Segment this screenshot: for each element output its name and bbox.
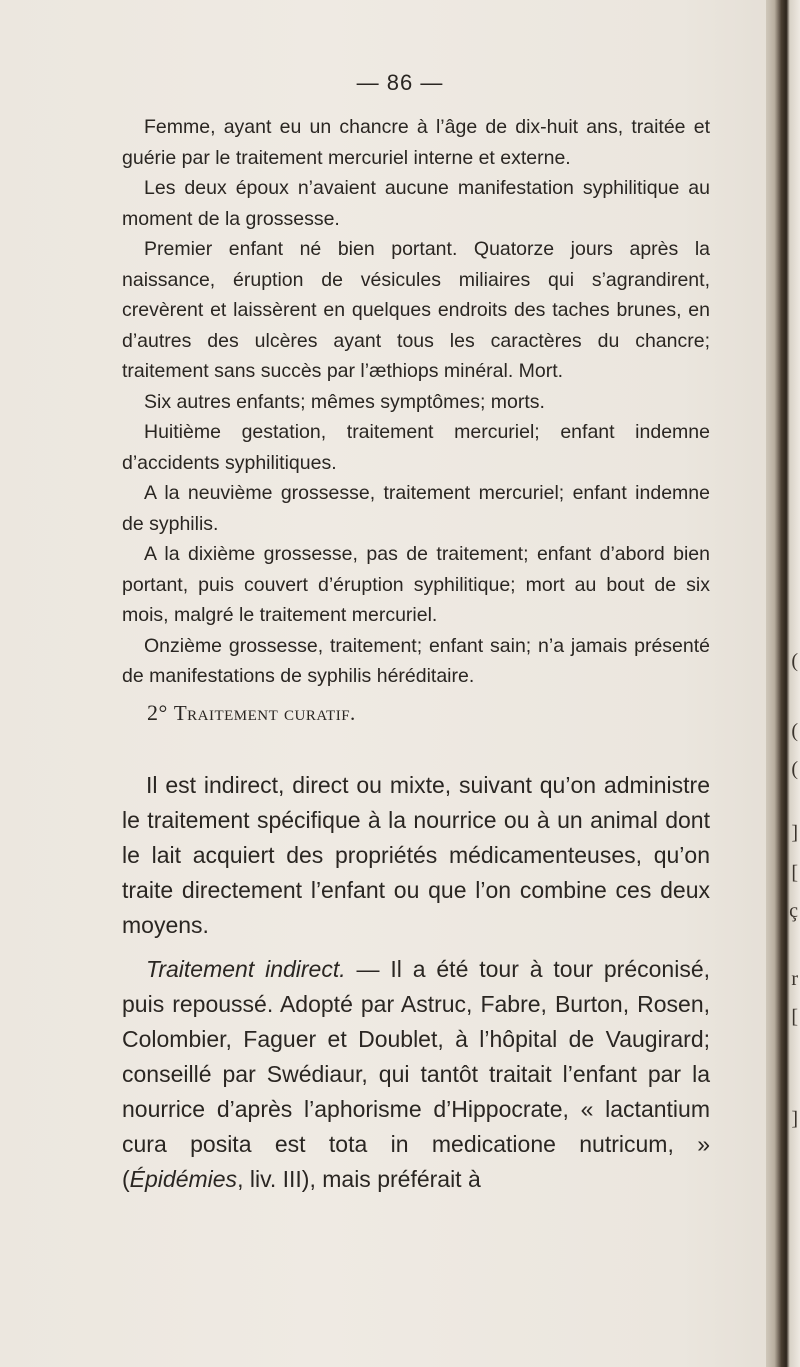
facing-page-glyph: [ [791, 1006, 798, 1028]
cited-work: Épidémies [129, 1166, 238, 1192]
paragraph: A la neuvième grossesse, traitement mercuriel; enfant indemne de syphilis. [122, 482, 710, 535]
paragraph: Femme, ayant eu un chancre à l’âge de dix-huit ans, traitée et guérie par le traitement mercuriel interne et externe. [122, 116, 710, 169]
facing-page-glyph: ( [791, 720, 798, 742]
paragraph: Onzième grossesse, traitement; enfant sain; n’a jamais présenté de manifestations de syphilis héréditaire. [122, 634, 710, 687]
paragraph [122, 952, 710, 1197]
paragraph: Les deux époux n’avaient aucune manifestation syphilitique au moment de la grossesse. [122, 177, 710, 230]
paragraph-text: — Il a été tour à tour préconisé, puis repoussé. Adopté par Astruc, Fabre, Burton, Rosen, Colombier, Faguer et Doublet, à l’hôpital de Vaugirard; conseillé par Swédiaur, qui tantôt traitait l’enfant par la nourrice d’après l’aphorisme d’Hippocrate, « lactantium cura posita est tota in medicatione nutricum, » ( [122, 956, 711, 1192]
facing-page-glyph: ( [791, 758, 798, 780]
facing-page-glyph: r [791, 968, 798, 990]
facing-page-edge [786, 0, 800, 1367]
subsection-lead: Traitement indirect. [146, 956, 346, 982]
section-title: Traitement curatif. [173, 701, 356, 725]
paragraph: Il est indirect, direct ou mixte, suivant qu’on administre le traitement spécifique à la nourrice ou à un animal dont le lait acquiert des propriétés médicamenteuses, qu’on traite directement l’enfant ou que l’on combine ces deux moyens. [122, 772, 710, 938]
paragraph: A la dixième grossesse, pas de traitement; enfant d’abord bien portant, puis couvert d’éruption syphilitique; mort au bout de six mois, malgré le traitement mercuriel. [122, 543, 710, 626]
paragraph: Huitième gestation, traitement mercuriel; enfant indemne d’accidents syphilitiques. [122, 421, 710, 474]
paragraph: Six autres enfants; mêmes symptômes; morts. [144, 390, 545, 413]
facing-page-glyph: ] [791, 1108, 798, 1130]
facing-page-glyph: [ [791, 862, 798, 884]
facing-page-glyph: ç [789, 900, 798, 922]
facing-page-glyph: ] [791, 822, 798, 844]
section-number: 2° [147, 700, 168, 725]
indirect-treatment-paragraph [122, 952, 710, 1197]
page-number: — 86 — [356, 70, 444, 95]
section-heading [147, 700, 356, 726]
case-history-text [122, 112, 710, 692]
paragraph: Premier enfant né bien portant. Quatorze jours après la naissance, éruption de vésicules miliaires qui s’agrandirent, crevèrent et laissèrent en quelques endroits des taches brunes, en d’autres des ulcères ayant tous les caractères du chancre; traitement sans succès par l’æthiops minéral. Mort. [122, 238, 710, 382]
facing-page-glyph: ( [791, 650, 798, 672]
paragraph-text: , liv. III), mais préférait à [237, 1166, 481, 1192]
intro-paragraph [122, 768, 710, 943]
